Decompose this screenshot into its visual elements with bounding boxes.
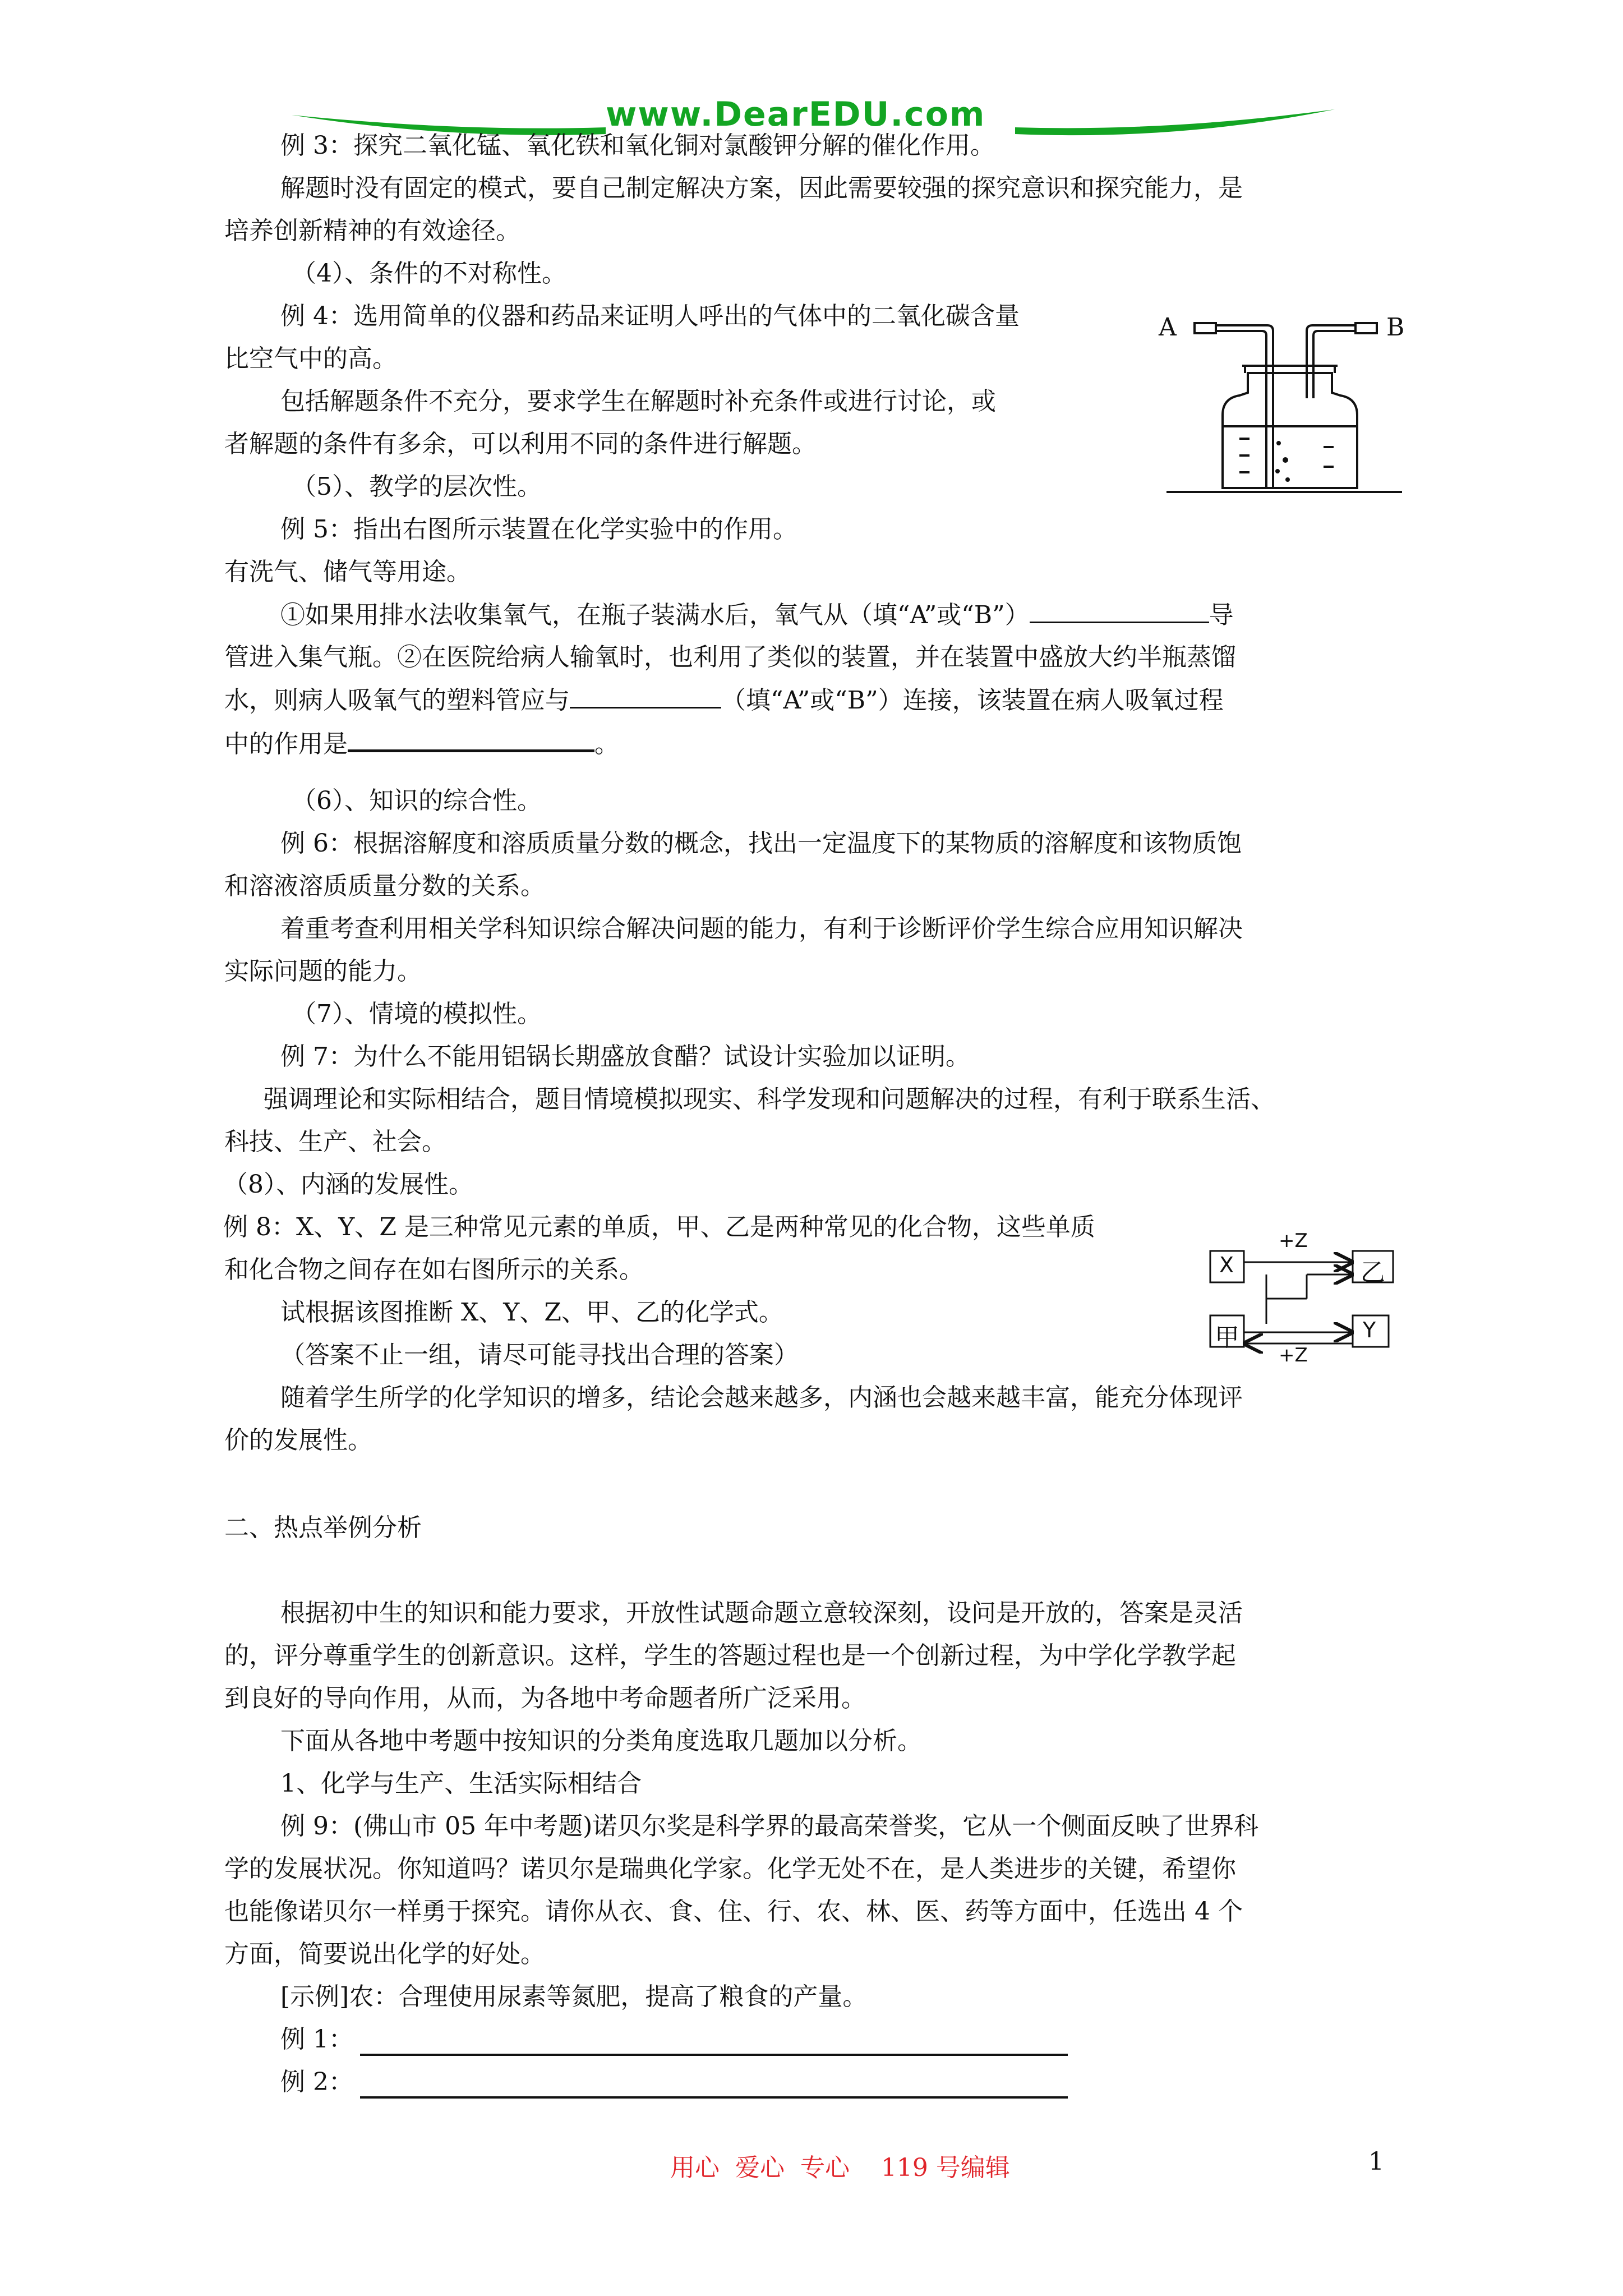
paragraph-line: 价的发展性。 xyxy=(224,1426,372,1455)
paragraph-line: 强调理论和实际相结合，题目情境模拟现实、科学发现和问题解决的过程，有利于联系生活、 xyxy=(264,1085,1275,1114)
question-text: 中的作用是 xyxy=(224,730,348,758)
question-text: （填“A”或“B”）连接，该装置在病人吸氧过程 xyxy=(721,686,1224,715)
paragraph-line: 下面从各地中考题中按知识的分类角度选取几题加以分析。 xyxy=(280,1727,922,1755)
paragraph-line: 和溶液溶质质量分数的关系。 xyxy=(224,872,545,900)
gas-bottle-drawing xyxy=(1155,303,1424,505)
paragraph-line: 的，评分尊重学生的创新意识。这样，学生的答题过程也是一个创新过程，为中学化学教学起 xyxy=(224,1641,1236,1670)
node-x: X xyxy=(1219,1253,1234,1277)
paragraph-line: 解题时没有固定的模式，要自己制定解决方案，因此需要较强的探究意识和探究能力，是 xyxy=(280,174,1243,203)
footer-text: 用心 爱心 专心 119 号编辑 xyxy=(670,2154,1010,2182)
answer-blank-3[interactable] xyxy=(348,727,594,752)
paragraph-line: 根据初中生的知识和能力要求，开放性试题命题立意较深刻，设问是开放的，答案是灵活 xyxy=(280,1599,1243,1627)
answer-label-2: 例 2： xyxy=(280,2068,353,2096)
fill-in-question-line xyxy=(224,727,619,760)
question-text: ①如果用排水法收集氧气，在瓶子装满水后，氧气从（填“A”或“B”） xyxy=(280,601,1030,629)
section-heading-5: （5）、教学的层次性。 xyxy=(292,472,542,501)
site-header-url[interactable]: www.DearEDU.com xyxy=(606,95,986,134)
paragraph-line: 实际问题的能力。 xyxy=(224,957,422,986)
answer-line-1[interactable] xyxy=(360,2054,1068,2056)
paragraph-line: 到良好的导向作用，从而，为各地中考命题者所广泛采用。 xyxy=(224,1684,866,1713)
node-yi: 乙 xyxy=(1361,1258,1385,1287)
sample-answer-line: [示例]农：合理使用尿素等氮肥，提高了粮食的产量。 xyxy=(280,1982,868,2011)
section-heading-6: （6）、知识的综合性。 xyxy=(292,786,542,815)
section-heading-7: （7）、情境的模拟性。 xyxy=(292,1000,542,1028)
paragraph-line: 比空气中的高。 xyxy=(224,344,397,373)
fill-in-question-line xyxy=(224,684,1224,716)
example-8-text: 例 8：X、Y、Z 是三种常见元素的单质，甲、乙是两种常见的化合物，这些单质 xyxy=(223,1213,1095,1241)
example-4-text: 例 4：选用简单的仪器和药品来证明人呼出的气体中的二氧化碳含量 xyxy=(280,302,1020,330)
paragraph-line: 试根据该图推断 X、Y、Z、甲、乙的化学式。 xyxy=(280,1298,783,1327)
node-jia: 甲 xyxy=(1215,1323,1239,1352)
question-text: 导 xyxy=(1209,601,1234,629)
answer-line-2[interactable] xyxy=(360,2096,1068,2099)
question-text: 水，则病人吸氧气的塑料管应与 xyxy=(224,686,570,715)
fill-in-question-line xyxy=(280,599,1234,631)
paragraph-line: 管进入集气瓶。②在医院给病人输氧时，也利用了类似的装置，并在装置中盛放大约半瓶蒸馏 xyxy=(224,643,1236,671)
reaction-label-top: +Z xyxy=(1279,1230,1308,1252)
section-heading-4: （4）、条件的不对称性。 xyxy=(292,259,566,288)
example-6-text: 例 6：根据溶解度和溶质质量分数的概念，找出一定温度下的某物质的溶解度和该物质饱 xyxy=(280,829,1242,858)
answer-blank-2[interactable] xyxy=(570,684,721,708)
page-number: 1 xyxy=(1368,2147,1384,2176)
paragraph-line: 者解题的条件有多余，可以利用不同的条件进行解题。 xyxy=(224,430,817,458)
paragraph-line: 方面，简要说出化学的好处。 xyxy=(224,1940,545,1968)
node-y: Y xyxy=(1363,1318,1376,1342)
section-heading-8: （8）、内涵的发展性。 xyxy=(223,1170,473,1199)
paragraph-line: 也能像诺贝尔一样勇于探究。请你从衣、食、住、行、农、林、医、药等方面中，任选出 4 个 xyxy=(224,1897,1243,1926)
answer-blank-1[interactable] xyxy=(1030,599,1209,623)
paragraph-line: 着重考查利用相关学科知识综合解决问题的能力，有利于诊断评价学生综合应用知识解决 xyxy=(280,914,1243,943)
paragraph-line: 科技、生产、社会。 xyxy=(224,1128,446,1156)
example-5-text: 例 5：指出右图所示装置在化学实验中的作用。 xyxy=(280,515,797,544)
answer-label-1: 例 1： xyxy=(280,2025,353,2054)
reaction-label-bottom: +Z xyxy=(1279,1344,1308,1366)
paragraph-line: 和化合物之间存在如右图所示的关系。 xyxy=(224,1255,644,1284)
paragraph-line: 学的发展状况。你知道吗？诺贝尔是瑞典化学家。化学无处不在，是人类进步的关键，希望你 xyxy=(224,1855,1236,1883)
paragraph-line: 随着学生所学的化学知识的增多，结论会越来越多，内涵也会越来越丰富，能充分体现评 xyxy=(280,1383,1243,1412)
tube-label-a: A xyxy=(1159,313,1177,342)
paragraph-line: （答案不止一组，请尽可能寻找出合理的答案） xyxy=(280,1341,799,1369)
paragraph-line: 有洗气、储气等用途。 xyxy=(224,558,471,586)
section-title-2: 二、热点举例分析 xyxy=(224,1513,422,1542)
example-7-text: 例 7：为什么不能用铝锅长期盛放食醋？试设计实验加以证明。 xyxy=(280,1042,970,1071)
example-3-text: 例 3：探究二氧化锰、氧化铁和氧化铜对氯酸钾分解的催化作用。 xyxy=(280,131,995,160)
tube-label-b: B xyxy=(1386,313,1405,342)
element-relation-diagram xyxy=(1206,1230,1408,1366)
paragraph-line: 培养创新精神的有效途径。 xyxy=(224,217,520,245)
question-text: 。 xyxy=(594,730,619,758)
subsection-heading-1: 1、化学与生产、生活实际相结合 xyxy=(280,1769,642,1798)
paragraph-line: 包括解题条件不充分，要求学生在解题时补充条件或进行讨论，或 xyxy=(280,387,996,416)
gas-washing-bottle-figure xyxy=(1155,303,1424,505)
example-9-text: 例 9：(佛山市 05 年中考题)诺贝尔奖是科学界的最高荣誉奖，它从一个侧面反映了世界科 xyxy=(280,1812,1259,1841)
